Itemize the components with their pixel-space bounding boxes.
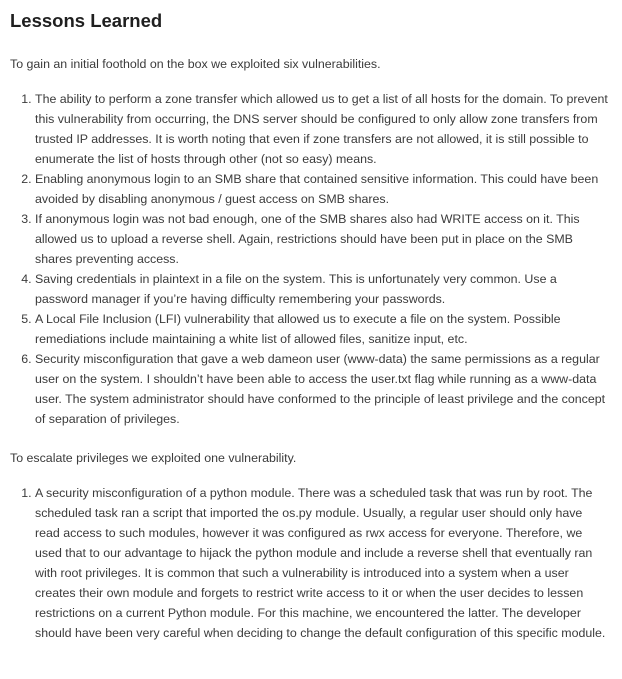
escalation-intro: To escalate privileges we exploited one vulnerability. [10,451,297,465]
list-item: 5. A Local File Inclusion (LFI) vulnerability that allowed us to execute a file on the system. Possible remediations include maintaining a white list of allowed files, sanitize input, etc. [35,309,610,349]
foothold-intro: To gain an initial foothold on the box we exploited six vulnerabilities. [10,57,381,71]
list-item: 1. A security misconfiguration of a python module. There was a scheduled task that was run by root. The scheduled task ran a script that imported the os.py module. Usually, a regular user should only have read access to such modules, however it was configured as rwx access for everyone. Therefore, we used that to our advantage to hijack the python module and include a reverse shell that eventually ran with root privileges. It is common that such a vulnerability is introduced into a system when a user creates their own module and forgets to restrict write access to it or when the user decides to lessen restrictions on a current Python module. For this machine, we encountered the latter. The developer should have been very careful when deciding to change the default configuration of this specific module. [35,483,610,643]
list-item: 6. Security misconfiguration that gave a web dameon user (www-data) the same permissions as a regular user on the system. I shouldn’t have been able to access the user.txt flag while running as a www-data user. The system administrator should have conformed to the principle of least privilege and the concept of separation of privileges. [35,349,610,429]
list-item: 4. Saving credentials in plaintext in a file on the system. This is unfortunately very common. Use a password manager if you’re having difficulty remembering your passwords. [35,269,610,309]
list-item: 3. If anonymous login was not bad enough, one of the SMB shares also had WRITE access on it. This allowed us to upload a reverse shell. Again, restrictions should have been put in place on the SMB shares preventing access. [35,209,610,269]
list-item: 1. The ability to perform a zone transfer which allowed us to get a list of all hosts for the domain. To prevent this vulnerability from occurring, the DNS server should be configured to only allow zone transfers from trusted IP addresses. It is worth noting that even if zone transfers are not allowed, it is still possible to enumerate the list of hosts through other (not so easy) means. [35,89,610,169]
escalation-vulnerability-list [10,483,610,643]
list-item: 2. Enabling anonymous login to an SMB share that contained sensitive information. This could have been avoided by disabling anonymous / guest access on SMB shares. [35,169,610,209]
page-title: Lessons Learned [10,10,163,31]
foothold-vulnerability-list [10,89,610,429]
